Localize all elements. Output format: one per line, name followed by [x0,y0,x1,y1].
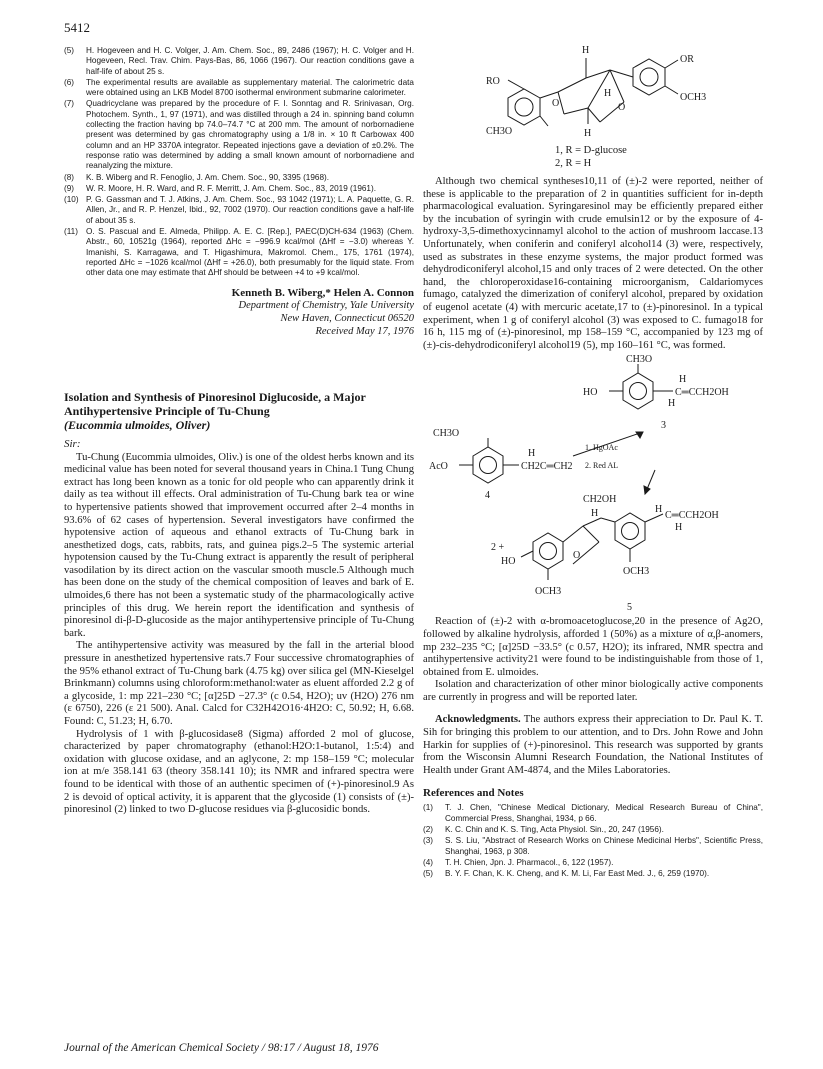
scheme-h3a: H [679,374,687,386]
paragraph: The antihypertensive activity was measured by the fall in the arterial blood pressure in anesthetized hypertensive rats.7 Four successive chromatographies of the 95% ethanol extract of Tu-Chung bark (4.75 kg) over silica gel (MN-Kieselgel Brinkmann) columns using chloroform:methanol:water as eluent afforded 2.2 g of a glycoside, 1: mp 221–230 °C; [α]25D −27.3° (c 0.54, H2O); uv (H2O) 276 nm (ε 6750), 226 (ε 21 500). Anal. Calcd for C32H42O16·4H2O: C, 50.92; H, 6.68. Found: C, 51.23; H, 6.70. [64,640,414,727]
reference-item: (6) The experimental results are available as supplementary material. The calorimetric data were obtained using an LKB Model 8700 isothermal environment submarine calorimeter. [64,77,414,98]
scheme-side-3: C═CCH2OH [675,387,729,399]
paragraph: Although two chemical syntheses10,11 of (±)-2 were reported, neither of these is applicable to the preparation of 2 in quantities sufficient for in-depth pharmacological evaluation. Syringaresinol may be efficiently prepared either by the incubation of syringin with crude emulsin12 or by the exposure of 4-hydroxy-3,5-dimethoxycinnamyl alcohol to the action of mushroom laccase.13 Unfortunately, when coniferin and coniferyl alcohol14 (3) were, respectively, used as substrates in these enzyme systems, the major product formed was dehydrodiconiferyl alcohol,15 and only traces of 2 were detected. On the other hand, the chloroperoxidase16-containing microorganism, Caldariomyces fumago, catalyzed the dimerization of coniferyl alcohol, prepared by oxidation of eugenol acetate (4) with mercuric acetate,17 to (±)-pinoresinol. In a typical experiment, when 1 g of coniferyl alcohol (3) was exposed to C. fumago18 for 16 h, 115 mg of (±)-pinoresinol, mp 158–159 °C, accompanied by 123 mg of (±)-cis-dehydrodiconiferyl alcohol19 (5), mp 160–161 °C, was formed. [423,176,763,351]
structure-legend: 1, R = D-glucose 2, R = H [555,145,627,169]
scheme-h4: H [528,448,536,460]
scheme-o-5: O [573,550,581,562]
right-body-text-bottom [423,616,763,777]
scheme-two-plus: 2 + [491,542,505,554]
scheme-num-3: 3 [661,420,666,432]
author-affiliation: Department of Chemistry, Yale University New Haven, Connecticut 06520 Received May 17, 1976 [238,299,414,337]
left-body-text [64,452,414,817]
paragraph: Tu-Chung (Eucommia ulmoides, Oliv.) is one of the oldest herbs known and its medicinal value has been noted for several thousand years in China.1 Tung Chung extract has long been known as a tonic for old people who can apparently drink it daily as tea without ill effects. Oral administration of Tu-Chung bark tea or wine to hypertensive patients showed that improvement occurred after 2–4 months in 93.6% of 62 cases of hypertension. Several investigators have confirmed the hypotensive action of aqueous and ethanol extracts of Tu-Chung bark in anesthetized dogs, cats, rabbits, rats, and guinea pigs.2–5 The systemic arterial hypotension caused by the Tu-Chung extract is apparently the result of peripheral vasodilation by its direct action on the vascular smooth muscle.5 Although much has been done on the study of the chemical composition of leaves and bark of E. ulmoides,6 there has not been a systematic study of the pharmacologically active principles of this drug. We herein report the identification and synthesis of pinoresinol di-β-D-glucoside as the major antihypertensive principle of Tu-Chung bark. [64,451,414,639]
label-h-bottom: H [584,128,592,139]
reference-item: (5) H. Hogeveen and H. C. Volger, J. Am. Chem. Soc., 89, 2486 (1967); H. C. Volger and H. Hogeveen, Recl. Trav. Chim. Pays-Bas, 86, 1066 (1967). Our reaction conditions gave a half-life of about 25 s. [64,46,414,76]
label-och3: OCH3 [680,92,707,103]
reference-item: (3) S. S. Liu, "Abstract of Research Works on Chinese Medicinal Herbs", Scientific Press, Shanghai, 1963, p 308. [423,836,763,856]
reference-item: (5) B. Y. F. Chan, K. K. Cheng, and K. M. Li, Far East Med. J., 6, 259 (1970). [423,869,710,879]
label-or: OR [680,54,694,65]
pinoresinol-structure [428,40,758,144]
scheme-ho-5: HO [501,556,516,568]
journal-footer: Journal of the American Chemical Society / 98:17 / August 18, 1976 [64,1042,379,1054]
article-species: (Eucommia ulmoides, Oliver) [64,417,211,432]
scheme-num-5: 5 [627,602,632,614]
bottom-references [423,803,763,879]
scheme-h5c: H [675,522,683,534]
article-title: Isolation and Synthesis of Pinoresinol Diglucoside, a Major Antihypertensive Principle of Tu-Chung (Eucommia ulmoides, Oliver) [64,389,366,432]
paragraph: Hydrolysis of 1 with β-glucosidase8 (Sigma) afforded 2 mol of glucose, characterized by paper chromatography (ethanol:H2O:1-butanol, 1:5:4) and oxidation with glucose oxidase, and an aglycone, 2: mp 158–159 °C; molecular ion at m/e 358.141 63 (theory 358.141 10); its NMR and infrared spectra were found to be identical with those of an authentic specimen of (+)-pinoresinol.9 As 2 is devoid of optical activity, it is apparent that the glycoside (1) consists of (±)-pinoresinol (2) linked to two D-glucose residues via β-glucosidic bonds. [64,728,414,816]
right-body-text-top [423,176,763,352]
right-column [423,40,763,881]
label-ro: RO [486,76,500,87]
label-ring-o2: O [618,102,626,113]
left-column [64,46,414,817]
scheme-ch3o-3: CH3O [626,354,653,366]
reference-item: (9) W. R. Moore, H. R. Ward, and R. F. Merritt, J. Am. Chem. Soc., 83, 2019 (1961). [64,183,376,193]
scheme-ch2oh-5: CH2OH [583,494,617,506]
scheme-aco-4: AcO [429,461,448,473]
paragraph: Isolation and characterization of other minor biologically active components are currently in progress and will be reported later. [423,679,763,703]
top-references [64,46,414,279]
scheme-h5b: H [655,504,663,516]
scheme-ch3o-4: CH3O [433,428,460,440]
reference-item: (8) K. B. Wiberg and R. Fenoglio, J. Am. Chem. Soc., 90, 3395 (1968). [64,172,330,182]
acknowledgments: Acknowledgments. The authors express their appreciation to Dr. Paul K. T. Sih for bringing this problem to our attention, and to Drs. John Rowe and John Harkin for supplies of (+)-pinoresinol. This research was supported by grants from the Wisconsin Alumni Research Foundation, the National Institutes of Health under Grant AM-4874, and the Miles Laboratories. [423,714,763,776]
label-ch3o: CH3O [486,126,513,137]
scheme-step-2: 2. Red AL [585,461,619,471]
reference-item: (10) P. G. Gassman and T. J. Atkins, J. Am. Chem. Soc., 93 1042 (1971); L. A. Paquette, G. R. Allen, Jr., and R. P. Henzel, Ibid., 92, 7002 (1970). Our reaction conditions gave a half-life of about 35 s. [64,195,414,225]
scheme-step-1: 1. HgOAc [585,443,618,453]
scheme-side-5: C═CCH2OH [665,510,719,522]
acknowledgments-heading: Acknowledgments. [435,714,521,726]
reference-item: (7) Quadricyclane was prepared by the procedure of F. I. Sonntag and R. Srinivasan, Org. Photochem. Synth., 1, 97 (1971), and was distilled through a 24 in. spinning band column collecting the fraction having bp 74.0–74.7 °C at 200 mm. The amount of norbornadiene present was determined by gas chromatography using a 1/8 in. × 10 ft Carbowax 400 column and an HP 3370A integrator. Repeated injections gave a deviation of ±0.2%. The response ratio was determined by adding a small known amount of norbornadiene and reanalyzing the mixture. [64,99,414,171]
scheme-h3b: H [668,398,676,410]
paragraph: Reaction of (±)-2 with α-bromoacetoglucose,20 in the presence of Ag2O, followed by alkaline hydrolysis, afforded 1 (50%) as a mixture of α,β-anomers, mp 232–235 °C; [α]25D −33.5° (c 0.57, H2O); its infrared, NMR spectra and antihypertensive activity21 were found to be indistinguishable from those of 1, obtained from E. ulmoides. [423,616,763,678]
author-names: Kenneth B. Wiberg,* Helen A. Connon [231,286,414,299]
page-number: 5412 [64,20,90,35]
salutation: Sir: [64,437,81,450]
scheme-num-4: 4 [485,490,490,502]
reference-item: (2) K. C. Chin and K. S. Ting, Acta Physiol. Sin., 20, 247 (1956). [423,825,664,835]
label-h-mid: H [604,88,612,99]
label-h-top: H [582,45,590,56]
reference-item: (1) T. J. Chen, "Chinese Medical Dictionary, Medical Research Bureau of China", Commercial Press, Shanghai, 1934, p 66. [423,803,763,823]
references-heading: References and Notes [423,787,524,800]
scheme-och3-5a: OCH3 [535,586,562,598]
reference-item: (11) O. S. Pascual and E. Almeda, Philipp. A. E. C. [Rep.], PAEC(D)CH-634 (1963) (Chem. Abstr., 60, 10521g (1964), reported ΔHc = −996.9 kcal/mol (ΔHf = −3.0) whereas Y. Imanishi, S. Karragawa, and T. Higashimura, Makromol. Chem., 175, 1761 (1974), reported ΔHc = −1026 kcal/mol (ΔHf = +26.0), both presumably for the liquid state. From other data one may estimate that ΔHf should be between +4 to +9 kcal/mol. [64,227,414,278]
scheme-ho-3: HO [583,387,598,399]
reaction-scheme [423,352,763,614]
scheme-h5a: H [591,508,599,520]
label-ring-o: O [552,98,560,109]
scheme-och3-5b: OCH3 [623,566,650,578]
reference-item: (4) T. H. Chien, Jpn. J. Pharmacol., 6, 122 (1957). [423,857,614,867]
scheme-side-4: CH2C═CH2 [521,461,573,473]
